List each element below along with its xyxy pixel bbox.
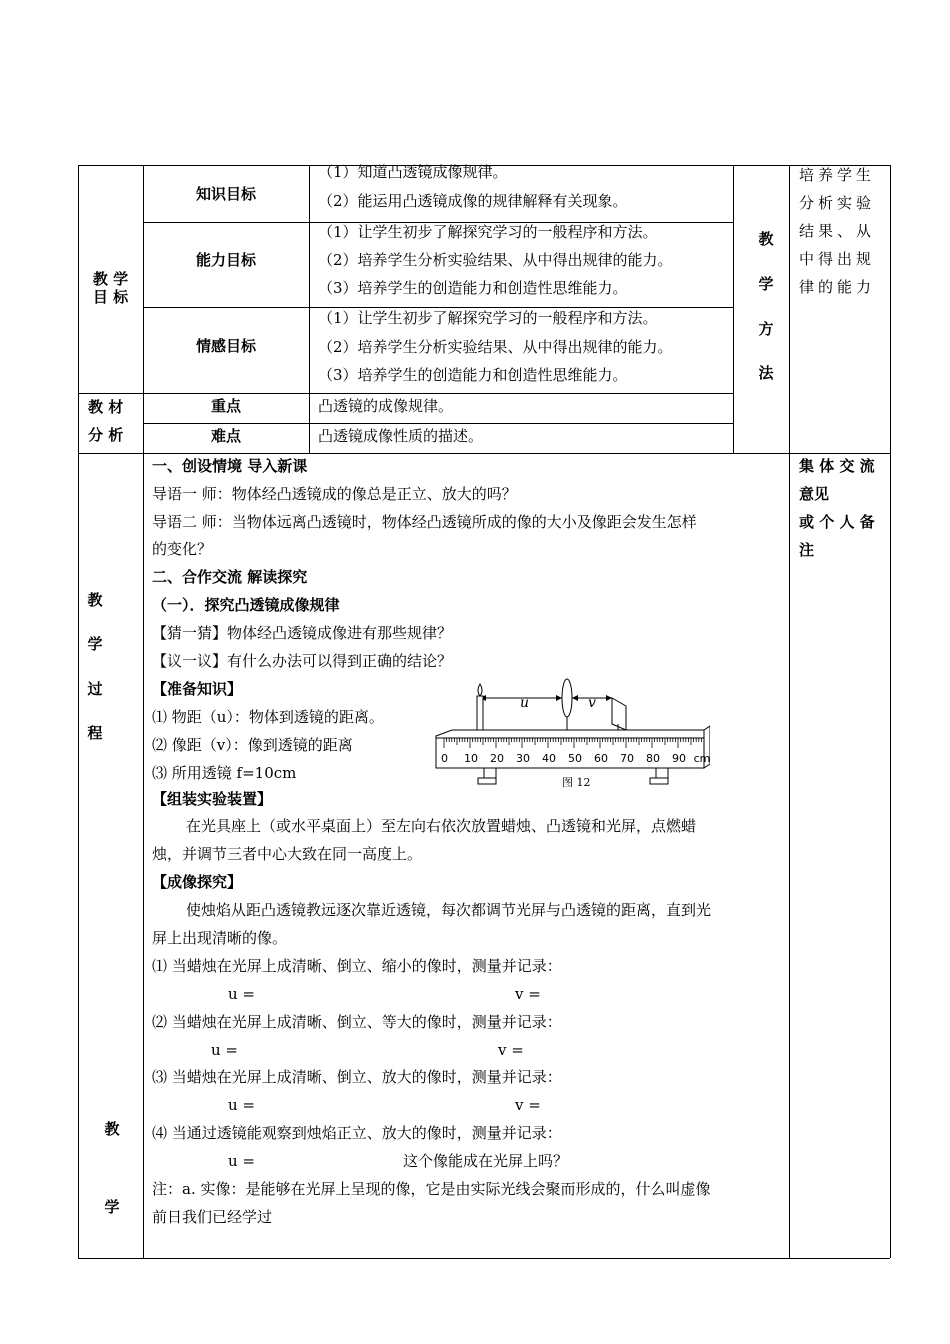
question-4: ⑷ 当通过透镜能观察到烛焰正立、放大的像时，测量并记录： bbox=[152, 1124, 562, 1142]
objective-name-emotion: 情感目标 bbox=[195, 337, 256, 355]
q3-u-field[interactable]: u = bbox=[228, 1096, 255, 1114]
objectives-label bbox=[78, 270, 143, 306]
bench-tick-label: 70 bbox=[620, 752, 634, 765]
side-note-line4: 注 bbox=[799, 541, 815, 559]
bench-tick-label: 60 bbox=[594, 752, 608, 765]
q1-u-field[interactable]: u = bbox=[228, 985, 255, 1003]
bench-tick-label: 20 bbox=[490, 752, 504, 765]
bench-tick-label: 90 bbox=[672, 752, 686, 765]
prep-title: 【准备知识】 bbox=[152, 680, 243, 698]
screen bbox=[612, 698, 626, 730]
explore-line-2: 屏上出现清晰的像。 bbox=[152, 929, 288, 947]
q1-v-field[interactable]: v = bbox=[515, 985, 541, 1003]
objective-name-ability: 能力目标 bbox=[195, 251, 256, 269]
bench-tick-label: 40 bbox=[542, 752, 556, 765]
process-char: 程 bbox=[87, 724, 103, 742]
objective-item: （1）让学生初步了解探究学习的一般程序和方法。 bbox=[318, 309, 658, 327]
arrowhead bbox=[572, 695, 578, 701]
method-char: 方 bbox=[758, 320, 774, 338]
bench-tick-label: 80 bbox=[646, 752, 660, 765]
prep-item: ⑴ 物距（u）：物体到透镜的距离。 bbox=[152, 708, 384, 726]
lens bbox=[562, 679, 572, 717]
assemble-title: 【组装实验装置】 bbox=[152, 790, 273, 808]
objective-item: （3）培养学生的创造能力和创造性思维能力。 bbox=[318, 279, 628, 297]
process-char: 教 bbox=[104, 1120, 120, 1138]
u-label: u bbox=[520, 695, 530, 711]
process-char: 教 bbox=[87, 591, 103, 609]
candle bbox=[477, 696, 483, 732]
process-char: 学 bbox=[104, 1198, 120, 1216]
process-char: 学 bbox=[87, 635, 103, 653]
intro-line-3: 的变化？ bbox=[152, 540, 213, 558]
bench-tick-label: 50 bbox=[568, 752, 582, 765]
bench-top bbox=[436, 730, 704, 738]
bench-tick-label: cm bbox=[693, 752, 710, 765]
note-line-2: 前日我们已经学过 bbox=[152, 1208, 273, 1226]
figure-caption: 图 12 bbox=[562, 776, 591, 789]
q2-u-field[interactable]: u = bbox=[211, 1041, 238, 1059]
prep-item: ⑶ 所用透镜 f=10cm bbox=[152, 764, 297, 782]
q4-tail: 这个像能成在光屏上吗？ bbox=[403, 1152, 569, 1170]
question-3: ⑶ 当蜡烛在光屏上成清晰、倒立、放大的像时，测量并记录： bbox=[152, 1068, 562, 1086]
side-note-line3: 或 个 人 备 bbox=[799, 513, 875, 531]
objectives-label-line1: 教 学 bbox=[92, 270, 129, 288]
section-title-2: 二、合作交流 解读探究 bbox=[152, 568, 308, 586]
analysis-label-line1: 教 材 bbox=[88, 398, 124, 416]
q2-v-field[interactable]: v = bbox=[498, 1041, 524, 1059]
candle-flame bbox=[478, 684, 482, 696]
method-char: 教 bbox=[758, 230, 774, 248]
prep-item: ⑵ 像距（v）：像到透镜的距离 bbox=[152, 736, 353, 754]
bench-tick-label: 30 bbox=[516, 752, 530, 765]
objective-item: （2）能运用凸透镜成像的规律解释有关现象。 bbox=[318, 192, 628, 210]
explore-line-1: 使烛焰从距凸透镜教远逐次靠近透镜，每次都调节光屏与凸透镜的距离，直到光 bbox=[186, 901, 712, 919]
objective-item: （1）知道凸透镜成像规律。 bbox=[318, 163, 508, 181]
q3-v-field[interactable]: v = bbox=[515, 1096, 541, 1114]
section-title-1: 一、创设情境 导入新课 bbox=[152, 457, 308, 475]
key-point-text: 凸透镜的成像规律。 bbox=[318, 397, 454, 415]
question-2: ⑵ 当蜡烛在光屏上成清晰、倒立、等大的像时，测量并记录： bbox=[152, 1013, 562, 1031]
assemble-line-2: 烛，并调节三者中心大致在同一高度上。 bbox=[152, 845, 423, 863]
v-label: v bbox=[588, 695, 596, 711]
difficult-point-label: 难点 bbox=[210, 427, 241, 445]
guess-line: 【猜一猜】物体经凸透镜成像进有那些规律？ bbox=[152, 624, 453, 642]
arrowhead bbox=[606, 695, 612, 701]
assemble-line-1: 在光具座上（或水平桌面上）至左向右依次放置蜡烛、凸透镜和光屏，点燃蜡 bbox=[186, 817, 697, 835]
bench-tick-label: 0 bbox=[441, 752, 448, 765]
bench-tick-label: 10 bbox=[464, 752, 478, 765]
question-1: ⑴ 当蜡烛在光屏上成清晰、倒立、缩小的像时，测量并记录： bbox=[152, 957, 562, 975]
explore-title: 【成像探究】 bbox=[152, 873, 243, 891]
analysis-label-line2: 分 析 bbox=[88, 426, 124, 444]
method-char: 法 bbox=[758, 364, 774, 382]
method-char: 学 bbox=[758, 275, 774, 293]
intro-line-1: 导语一 师：物体经凸透镜成的像总是正立、放大的吗？ bbox=[152, 485, 517, 503]
bench-leg-foot bbox=[478, 778, 496, 784]
objective-item: （2）培养学生分析实验结果、从中得出规律的能力。 bbox=[318, 251, 673, 269]
note-line-1: 注：a. 实像：是能够在光屏上呈现的像，它是由实际光线会聚而形成的，什么叫虚像 bbox=[152, 1180, 711, 1198]
intro-line-2: 导语二 师：当物体远离凸透镜时，物体经凸透镜所成的像的大小及像距会发生怎样 bbox=[152, 513, 697, 531]
key-point-label: 重点 bbox=[210, 397, 241, 415]
objective-name-knowledge: 知识目标 bbox=[195, 185, 256, 203]
side-note-line2: 意见 bbox=[799, 485, 830, 503]
discuss-line: 【议一议】有什么办法可以得到正确的结论？ bbox=[152, 652, 453, 670]
side-note-line1: 集 体 交 流 bbox=[799, 457, 875, 475]
subsection-title: （一）．探究凸透镜成像规律 bbox=[152, 596, 340, 614]
arrowhead bbox=[556, 695, 562, 701]
method-note: 培养学生分析实验结果、从中得出规律的能力 bbox=[799, 166, 876, 296]
process-char: 过 bbox=[87, 680, 103, 698]
q4-u-field[interactable]: u = bbox=[228, 1152, 255, 1170]
bench-leg-foot bbox=[650, 778, 668, 784]
difficult-point-text: 凸透镜成像性质的描述。 bbox=[318, 427, 484, 445]
objectives-label-line2: 目 标 bbox=[92, 288, 129, 306]
objective-item: （2）培养学生分析实验结果、从中得出规律的能力。 bbox=[318, 338, 673, 356]
objective-item: （3）培养学生的创造能力和创造性思维能力。 bbox=[318, 366, 628, 384]
objective-item: （1）让学生初步了解探究学习的一般程序和方法。 bbox=[318, 223, 658, 241]
optical-bench-figure bbox=[428, 678, 710, 794]
